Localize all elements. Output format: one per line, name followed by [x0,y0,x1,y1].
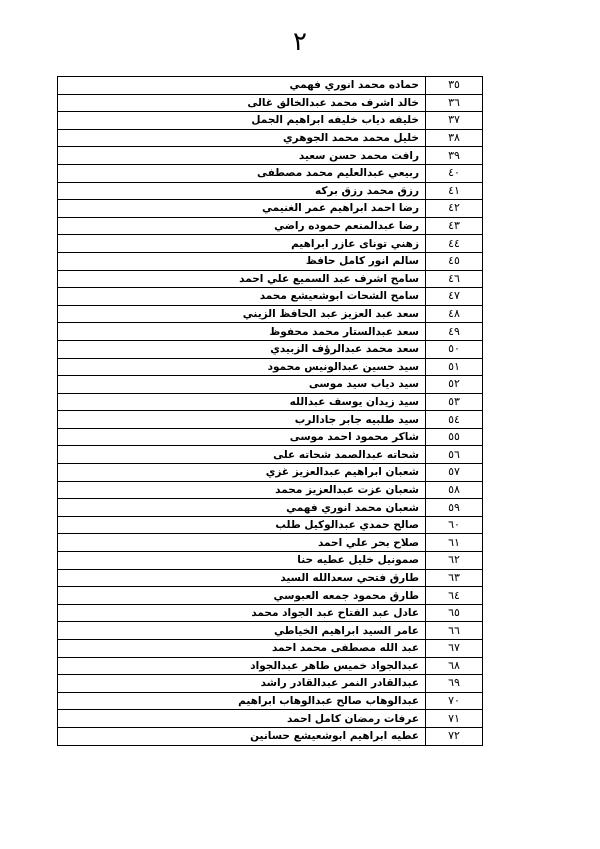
row-number-cell: ٥١ [426,358,483,376]
table-row [58,358,483,376]
table-row [58,657,483,675]
row-number-cell: ٤١ [426,182,483,200]
row-number-cell: ٤٢ [426,200,483,218]
table-row [58,411,483,429]
row-number-cell: ٤٥ [426,252,483,270]
name-cell: سيد زيدان يوسف عبدالله [58,393,426,411]
table-row [58,305,483,323]
row-number-cell: ٥٨ [426,481,483,499]
row-number-cell: ٦٢ [426,552,483,570]
row-number-cell: ٥٦ [426,446,483,464]
row-number-cell: ٤٦ [426,270,483,288]
row-number-cell: ٤٠ [426,164,483,182]
table-row [58,464,483,482]
row-number-cell: ٥٩ [426,499,483,517]
row-number-cell: ٥٥ [426,428,483,446]
row-number-cell: ٥٧ [426,464,483,482]
names-table-body [58,77,483,746]
row-number-cell: ٦٣ [426,569,483,587]
table-row [58,569,483,587]
row-number-cell: ٣٧ [426,112,483,130]
table-row [58,428,483,446]
name-cell: عبدالوهاب صالح عبدالوهاب ابراهيم [58,692,426,710]
table-row [58,252,483,270]
row-number-cell: ٤٤ [426,235,483,253]
table-row [58,235,483,253]
row-number-cell: ٣٦ [426,94,483,112]
row-number-cell: ٣٩ [426,147,483,165]
name-cell: سيد حسين عبدالونيس محمود [58,358,426,376]
name-cell: شاكر محمود احمد موسى [58,428,426,446]
name-cell: عادل عبد الفتاح عبد الجواد محمد [58,604,426,622]
table-row [58,182,483,200]
table-row [58,129,483,147]
table-row [58,675,483,693]
row-number-cell: ٦٨ [426,657,483,675]
row-number-cell: ٥٢ [426,376,483,394]
row-number-cell: ٦١ [426,534,483,552]
name-cell: طارق محمود جمعه العبوسي [58,587,426,605]
row-number-cell: ٥٣ [426,393,483,411]
row-number-cell: ٧١ [426,710,483,728]
table-row [58,270,483,288]
row-number-cell: ٤٩ [426,323,483,341]
name-cell: عبدالقادر النمر عبدالقادر راشد [58,675,426,693]
row-number-cell: ٤٧ [426,288,483,306]
names-table [57,76,483,746]
table-row [58,587,483,605]
name-cell: عبدالجواد خميس طاهر عبدالجواد [58,657,426,675]
table-row [58,710,483,728]
row-number-cell: ٦٥ [426,604,483,622]
row-number-cell: ٦٧ [426,640,483,658]
name-cell: شعبان ابراهيم عبدالعزيز غزي [58,464,426,482]
table-row [58,499,483,517]
row-number-cell: ٤٨ [426,305,483,323]
table-row [58,552,483,570]
table-row [58,288,483,306]
name-cell: ربيعي عبدالعليم محمد مصطفى [58,164,426,182]
table-row [58,340,483,358]
name-cell: رضا احمد ابراهيم عمر الغنيمي [58,200,426,218]
row-number-cell: ٧٢ [426,727,483,745]
name-cell: سيد دياب سيد موسى [58,376,426,394]
name-cell: خالد اشرف محمد عبدالخالق غالى [58,94,426,112]
name-cell: سامح الشحات ابوشعيشع محمد [58,288,426,306]
name-cell: صمونيل خليل عطيه حنا [58,552,426,570]
name-cell: خليل محمد محمد الجوهري [58,129,426,147]
row-number-cell: ٦٠ [426,516,483,534]
row-number-cell: ٣٥ [426,77,483,95]
table-row [58,77,483,95]
row-number-cell: ٦٩ [426,675,483,693]
table-row [58,217,483,235]
name-cell: شعبان محمد انوري فهمي [58,499,426,517]
name-cell: خليفه دياب خليفه ابراهيم الجمل [58,112,426,130]
name-cell: شحاته عبدالصمد شحاته على [58,446,426,464]
table-row [58,516,483,534]
name-cell: صلاح بحر علي احمد [58,534,426,552]
name-cell: رزق محمد رزق بركه [58,182,426,200]
name-cell: زهني تونای عازر ابراهيم [58,235,426,253]
name-cell: صالح حمدي عبدالوكيل طلب [58,516,426,534]
table-row [58,622,483,640]
table-row [58,727,483,745]
name-cell: سالم انور كامل حافظ [58,252,426,270]
name-cell: سعد محمد عبدالرؤف الزبيدي [58,340,426,358]
table-row [58,481,483,499]
table-row [58,147,483,165]
table-row [58,164,483,182]
table-row [58,200,483,218]
name-cell: عطيه ابراهيم ابوشعيشع حسانين [58,727,426,745]
table-row [58,393,483,411]
table-row [58,692,483,710]
name-cell: طارق فتحي سعدالله السيد [58,569,426,587]
row-number-cell: ٥٤ [426,411,483,429]
name-cell: شعبان عزت عبدالعزيز محمد [58,481,426,499]
name-cell: عرفات رمضان كامل احمد [58,710,426,728]
table-row [58,534,483,552]
name-cell: عامر السيد ابراهيم الخياطي [58,622,426,640]
name-cell: سيد طلبيه جابر جادالرب [58,411,426,429]
row-number-cell: ٣٨ [426,129,483,147]
name-cell: سامح اشرف عبد السميع علي احمد [58,270,426,288]
table-row [58,640,483,658]
row-number-cell: ٦٦ [426,622,483,640]
row-number-cell: ٦٤ [426,587,483,605]
row-number-cell: ٤٣ [426,217,483,235]
name-cell: سعد عبد العزيز عبد الحافظ الزيني [58,305,426,323]
name-cell: رافت محمد حسن سعيد [58,147,426,165]
table-row [58,376,483,394]
row-number-cell: ٥٠ [426,340,483,358]
table-row [58,446,483,464]
row-number-cell: ٧٠ [426,692,483,710]
name-cell: حماده محمد انوري فهمي [58,77,426,95]
name-cell: رضا عبدالمنعم حموده راضي [58,217,426,235]
name-cell: عبد الله مصطفى محمد احمد [58,640,426,658]
table-row [58,112,483,130]
name-cell: سعد عبدالستار محمد محفوظ [58,323,426,341]
page-number: ٢ [293,27,307,57]
table-row [58,604,483,622]
table-row [58,323,483,341]
table-row [58,94,483,112]
